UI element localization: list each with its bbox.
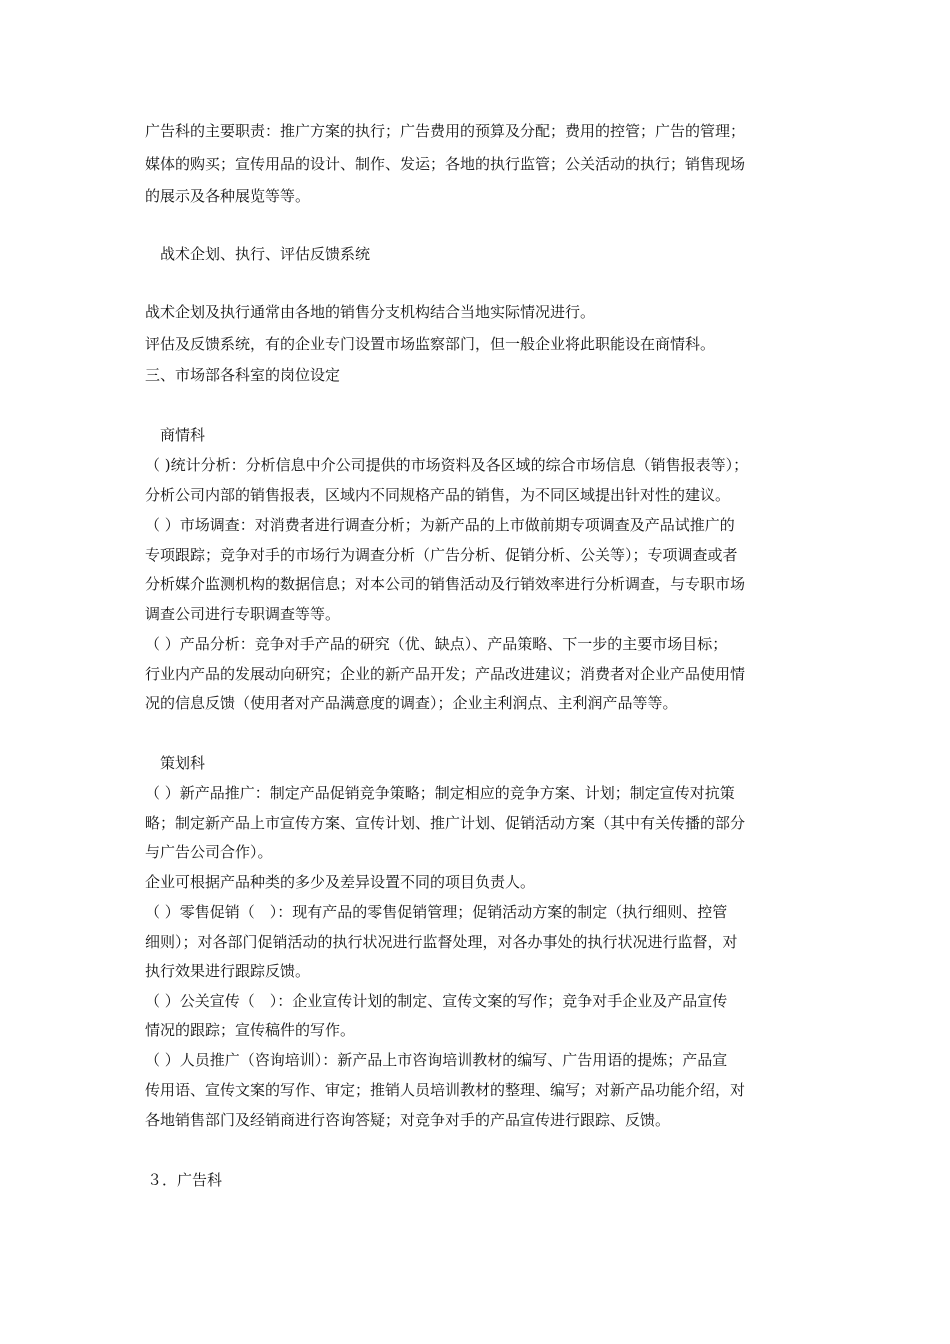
paragraph-line: （ ）市场调查：对消费者进行调查分析；为新产品的上市做前期专项调查及产品试推广的 bbox=[145, 516, 735, 534]
paragraph-line: 媒体的购买；宣传用品的设计、制作、发运；各地的执行监管；公关活动的执行；销售现场 bbox=[145, 155, 746, 173]
section-heading: 三、市场部各科室的岗位设定 bbox=[145, 366, 341, 384]
paragraph-line: 细则）；对各部门促销活动的执行状况进行监督处理，对各办事处的执行状况进行监督，对 bbox=[145, 933, 738, 951]
paragraph-line: 广告科的主要职责：推广方案的执行；广告费用的预算及分配；费用的控管；广告的管理； bbox=[145, 122, 746, 140]
paragraph-line: 情况的跟踪；宣传稿件的写作。 bbox=[145, 1021, 356, 1039]
paragraph-line: 略；制定新产品上市宣传方案、宣传计划、推广计划、促销活动方案（其中有关传播的部分 bbox=[145, 814, 746, 832]
paragraph-line: 各地销售部门及经销商进行咨询答疑；对竞争对手的产品宣传进行跟踪、反馈。 bbox=[145, 1111, 671, 1129]
paragraph-line: 分析媒介监测机构的数据信息；对本公司的销售活动及行销效率进行分析调查，与专职市场 bbox=[145, 575, 746, 593]
paragraph-line: 的展示及各种展览等等。 bbox=[145, 187, 311, 205]
subsection-heading: 商情科 bbox=[160, 426, 206, 444]
paragraph-line: 与广告公司合作）。 bbox=[145, 843, 273, 861]
section-heading: 战术企划、执行、评估反馈系统 bbox=[160, 245, 371, 263]
paragraph-line: 况的信息反馈（使用者对产品满意度的调查）；企业主利润点、主利润产品等等。 bbox=[145, 694, 678, 712]
paragraph-line: （ ）新产品推广：制定产品促销竞争策略；制定相应的竞争方案、计划；制定宣传对抗策 bbox=[145, 784, 735, 802]
paragraph-line: （ ）零售促销（ ）：现有产品的零售促销管理；促销活动方案的制定（执行细则、控管 bbox=[145, 903, 728, 921]
subsection-heading: 策划科 bbox=[160, 754, 206, 772]
paragraph-line: 战术企划及执行通常由各地的销售分支机构结合当地实际情况进行。 bbox=[145, 303, 596, 321]
paragraph-line: 传用语、宣传文案的写作、审定；推销人员培训教材的整理、编写；对新产品功能介绍，对 bbox=[145, 1081, 746, 1099]
paragraph-line: 评估及反馈系统，有的企业专门设置市场监察部门，但一般企业将此职能设在商情科。 bbox=[145, 335, 716, 353]
paragraph-line: （ ）人员推广（咨询培训）：新产品上市咨询培训教材的编写、广告用语的提炼；产品宣 bbox=[145, 1051, 728, 1069]
paragraph-line: （ ）公关宣传（ ）：企业宣传计划的制定、宣传文案的写作；竞争对手企业及产品宣传 bbox=[145, 992, 728, 1010]
paragraph-line: 行业内产品的发展动向研究；企业的新产品开发；产品改进建议；消费者对企业产品使用情 bbox=[145, 665, 746, 683]
paragraph-line: 企业可根据产品种类的多少及差异设置不同的项目负责人。 bbox=[145, 873, 536, 891]
paragraph-line: 专项跟踪；竞争对手的市场行为调查分析（广告分析、促销分析、公关等）；专项调查或者 bbox=[145, 546, 738, 564]
paragraph-line: 分析公司内部的销售报表，区域内不同规格产品的销售，为不同区域提出针对性的建议。 bbox=[145, 486, 731, 504]
paragraph-line: 执行效果进行跟踪反馈。 bbox=[145, 962, 311, 980]
paragraph-line: 调查公司进行专职调查等等。 bbox=[145, 605, 341, 623]
paragraph-line: （ ）产品分析：竞争对手产品的研究（优、缺点）、产品策略、下一步的主要市场目标； bbox=[145, 635, 728, 653]
paragraph-line: （ )统计分析：分析信息中介公司提供的市场资料及各区域的综合市场信息（销售报表等）； bbox=[145, 456, 749, 474]
subsection-heading: ３．广告科 bbox=[147, 1171, 223, 1189]
